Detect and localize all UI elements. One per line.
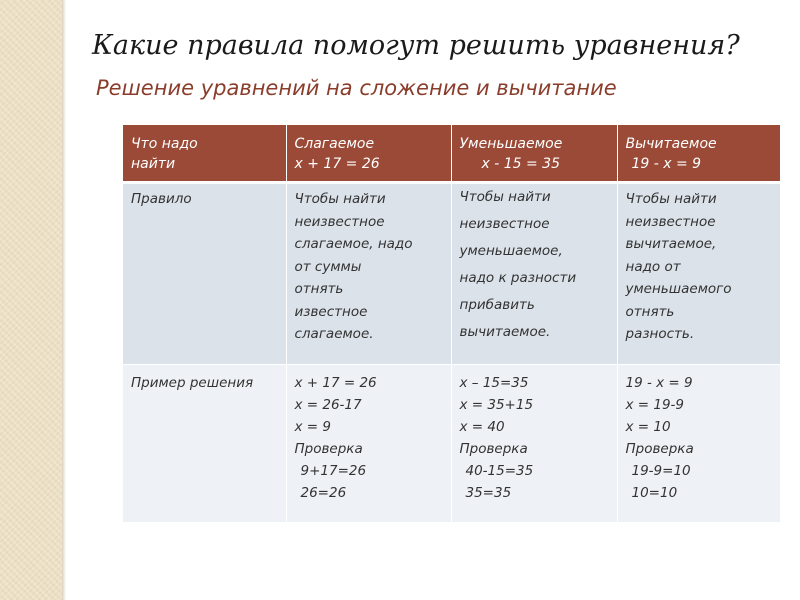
cell-line: 19-9=10 [631,463,691,479]
cell-line: x = 19-9 [625,397,685,413]
header-line: Вычитаемое [625,136,717,152]
cell-line: x = 9 [294,419,331,435]
header-addend [286,125,451,183]
cell-line: x = 40 [459,419,505,435]
cell-line: уменьшаемого [625,281,732,297]
header-line: Уменьшаемое [459,136,563,152]
cell-line: прибавить [459,297,535,313]
slide-subtitle: Решение уравнений на сложение и вычитание [96,76,617,100]
rule-subtrahend-cell [617,183,780,365]
header-line: найти [131,156,176,172]
rule-minuend-cell [451,183,617,365]
cell-line: отнять [625,303,675,320]
cell-line: x = 10 [625,419,671,435]
header-line: Слагаемое [294,136,375,152]
decorative-left-band [0,0,62,600]
cell-line: вычитаемое, [625,236,717,252]
cell-line: Проверка [625,441,694,457]
cell-line: слагаемое, надо [294,236,413,252]
cell-line: от суммы [294,258,362,275]
row-label-rule: Правило [123,183,286,365]
header-minuend [451,125,617,183]
cell-line: 35=35 [465,485,512,501]
cell-line: отнять [294,281,344,297]
cell-line: Проверка [459,441,528,457]
cell-line: 10=10 [631,485,678,501]
cell-line: x – 15=35 [459,375,529,391]
header-what-to-find [123,125,286,183]
cell-line: надо к разности [459,270,577,286]
cell-line: 26=26 [300,485,347,501]
example-minuend-cell [451,365,617,523]
cell-line: слагаемое. [294,326,374,342]
cell-line: Проверка [294,441,363,457]
header-line: Что надо [131,136,198,152]
cell-line: уменьшаемое, [459,243,563,259]
slide-title: Какие правила помогут решить уравнения? [92,30,740,61]
cell-line: разность. [625,326,695,342]
cell-line: x = 35+15 [459,397,534,413]
cell-line: x + 17 = 26 [294,375,377,391]
cell-line: известное [294,303,368,320]
cell-line: надо от [625,258,681,275]
cell-line: 9+17=26 [300,463,367,479]
example-addend-cell [286,365,451,523]
header-equation: x - 15 = 35 [481,156,560,172]
cell-line: x = 26-17 [294,397,362,413]
cell-line: неизвестное [459,216,550,232]
cell-line: вычитаемое. [459,324,551,340]
row-label-example: Пример решения [123,365,286,523]
header-subtrahend [617,125,780,183]
table-row-rule [123,183,780,365]
cell-line: Чтобы найти [294,191,386,207]
equation-rules-table [123,125,780,523]
header-equation: x + 17 = 26 [294,156,380,172]
header-equation: 19 - x = 9 [631,156,702,172]
rule-addend-cell [286,183,451,365]
table-header-row [123,125,780,183]
table-row-example [123,365,780,523]
cell-line: неизвестное [625,213,716,230]
cell-line: Чтобы найти [459,189,551,205]
cell-line: 40-15=35 [465,463,534,479]
example-subtrahend-cell [617,365,780,523]
cell-line: Чтобы найти [625,191,717,207]
cell-line: неизвестное [294,213,385,230]
cell-line: 19 - x = 9 [625,375,693,391]
